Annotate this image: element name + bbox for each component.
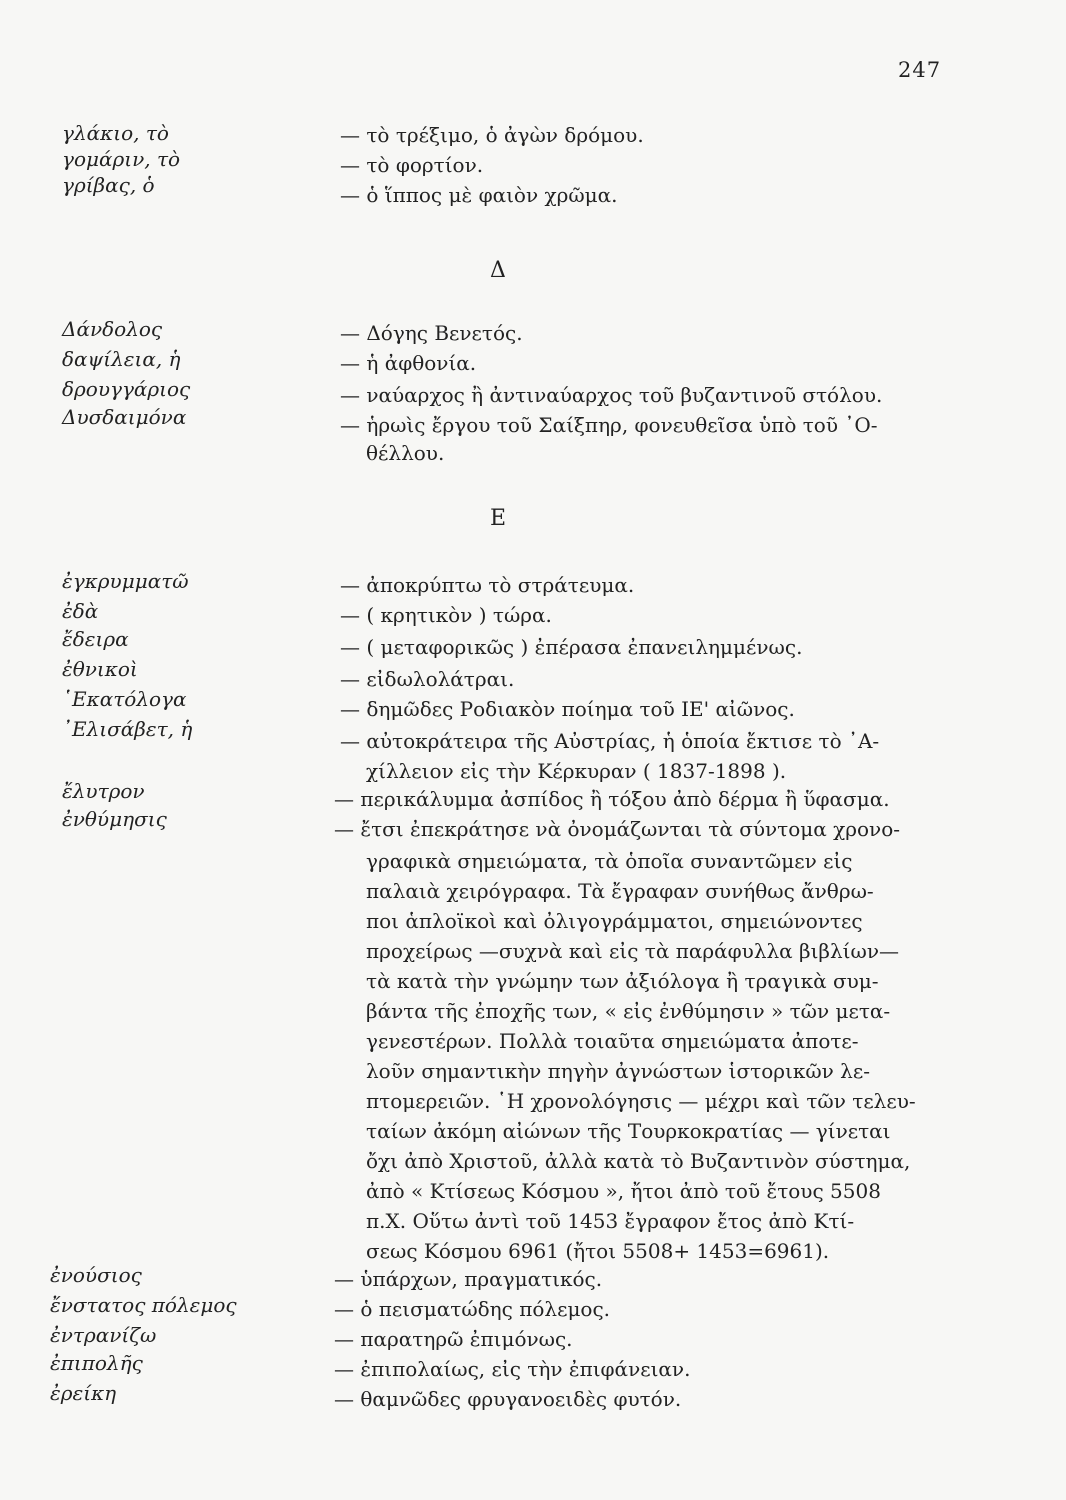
glossary-definition: — ἡρωὶς ἔργου τοῦ Σαίξπηρ, φονευθεῖσα ὑπὸ τοῦ ᾿Ο- [340, 413, 878, 437]
glossary-definition: — θαμνῶδες φρυγανοειδὲς φυτόν. [334, 1387, 682, 1411]
glossary-definition: — ὁ πεισματώδης πόλεμος. [334, 1297, 611, 1321]
glossary-definition-continuation: γενεστέρων. Πολλὰ τοιαῦτα σημειώματα ἀποτε- [366, 1029, 859, 1053]
glossary-term: γλάκιο, τὸ [62, 121, 169, 145]
glossary-definition: — παρατηρῶ ἐπιμόνως. [334, 1327, 573, 1351]
glossary-term: γρίβας, ὁ [62, 173, 155, 197]
glossary-definition: — ἡ ἀφθονία. [340, 351, 477, 375]
glossary-term: ἐγκρυμματῶ [62, 569, 189, 593]
glossary-term: γομάριν, τὸ [62, 147, 181, 171]
glossary-definition-continuation: τὰ κατὰ τὴν γνώμην των ἀξιόλογα ἢ τραγικὰ συμ- [366, 969, 879, 993]
glossary-term: ῾Εκατόλογα [62, 687, 187, 711]
glossary-definition: — Δόγης Βενετός. [340, 321, 523, 345]
glossary-definition: — ἐπιπολαίως, εἰς τὴν ἐπιφάνειαν. [334, 1357, 691, 1381]
glossary-definition-continuation: βάντα τῆς ἐποχῆς των, « εἰς ἐνθύμησιν » τῶν μετα- [366, 999, 891, 1023]
glossary-definition-continuation: προχείρως —συχνὰ καὶ εἰς τὰ παράφυλλα βιβλίων— [366, 939, 899, 963]
glossary-definition: — τὸ φορτίον. [340, 153, 484, 177]
section-letter: Ε [490, 506, 507, 531]
glossary-definition-continuation: ταίων ἀκόμη αἰώνων τῆς Τουρκοκρατίας — γίνεται [366, 1119, 891, 1143]
glossary-definition: — τὸ τρέξιμο, ὁ ἀγὼν δρόμου. [340, 123, 644, 147]
glossary-term: δαψίλεια, ἡ [62, 347, 181, 371]
glossary-definition: — εἰδωλολάτραι. [340, 667, 515, 691]
glossary-definition: — ὁ ἵππος μὲ φαιὸν χρῶμα. [340, 183, 618, 207]
glossary-definition-continuation: ποι ἁπλοϊκοὶ καὶ ὀλιγογράμματοι, σημειώνοντες [366, 909, 863, 933]
section-letter: Δ [490, 258, 506, 283]
glossary-definition: — αὐτοκράτειρα τῆς Αὐστρίας, ἡ ὁποία ἔκτισε τὸ ᾿Α- [340, 729, 880, 753]
page-number: 247 [898, 58, 942, 82]
glossary-term: ᾿Ελισάβετ, ἡ [62, 717, 193, 741]
glossary-term: ἐντρανίζω [50, 1323, 157, 1347]
glossary-term: ἔνστατος πόλεμος [50, 1293, 237, 1317]
glossary-term: ἔδειρα [62, 627, 129, 651]
glossary-definition-continuation: παλαιὰ χειρόγραφα. Τὰ ἔγραφαν συνήθως ἄνθρω- [366, 879, 874, 903]
glossary-definition: — ἀποκρύπτω τὸ στράτευμα. [340, 573, 635, 597]
glossary-term: ἐνθύμησις [62, 807, 167, 831]
glossary-term: ἐπιπολῆς [50, 1351, 143, 1375]
glossary-term: ἐθνικοὶ [62, 657, 138, 681]
glossary-definition: — περικάλυμμα ἀσπίδος ἢ τόξου ἀπὸ δέρμα ἢ ὕφασμα. [334, 787, 890, 811]
glossary-definition-continuation: λοῦν σημαντικὴν πηγὴν ἀγνώστων ἱστορικῶν λε- [366, 1059, 870, 1083]
glossary-definition-continuation: πτομερειῶν. ῾Η χρονολόγησις — μέχρι καὶ τῶν τελευ- [366, 1089, 916, 1113]
glossary-term: ἐρείκη [50, 1381, 117, 1405]
glossary-definition-continuation: π.Χ. Οὕτω ἀντὶ τοῦ 1453 ἔγραφον ἔτος ἀπὸ Κτί- [366, 1209, 855, 1233]
glossary-term: Δάνδολος [62, 317, 163, 341]
glossary-definition-continuation: σεως Κόσμου 6961 (ἤτοι 5508+ 1453=6961). [366, 1239, 830, 1263]
glossary-definition-continuation: γραφικὰ σημειώματα, τὰ ὁποῖα συναντῶμεν εἰς [366, 849, 853, 873]
glossary-definition-continuation: ὄχι ἀπὸ Χριστοῦ, ἀλλὰ κατὰ τὸ Βυζαντινὸν σύστημα, [366, 1149, 911, 1173]
glossary-definition: — δημῶδες Ροδιακὸν ποίημα τοῦ ΙΕ' αἰῶνος. [340, 697, 795, 721]
glossary-term: ἐνούσιος [50, 1263, 142, 1287]
glossary-term: ἐδὰ [62, 599, 99, 623]
glossary-definition-continuation: ἀπὸ « Κτίσεως Κόσμου », ἤτοι ἀπὸ τοῦ ἔτους 5508 [366, 1179, 881, 1203]
glossary-term: Δυσδαιμόνα [62, 405, 187, 429]
glossary-definition-continuation: χίλλειον εἰς τὴν Κέρκυραν ( 1837-1898 ). [366, 759, 787, 783]
glossary-definition: — ναύαρχος ἢ ἀντιναύαρχος τοῦ βυζαντινοῦ στόλου. [340, 383, 883, 407]
glossary-definition: — ἔτσι ἐπεκράτησε νὰ ὀνομάζωνται τὰ σύντομα χρονο- [334, 817, 901, 841]
glossary-definition: — ( μεταφορικῶς ) ἐπέρασα ἐπανειλημμένως. [340, 635, 803, 659]
glossary-term: ἔλυτρον [62, 779, 145, 803]
glossary-term: δρουγγάριος [62, 377, 191, 401]
glossary-definition-continuation: θέλλου. [366, 441, 445, 465]
glossary-definition: — ( κρητικὸν ) τώρα. [340, 603, 552, 627]
glossary-definition: — ὑπάρχων, πραγματικός. [334, 1267, 603, 1291]
